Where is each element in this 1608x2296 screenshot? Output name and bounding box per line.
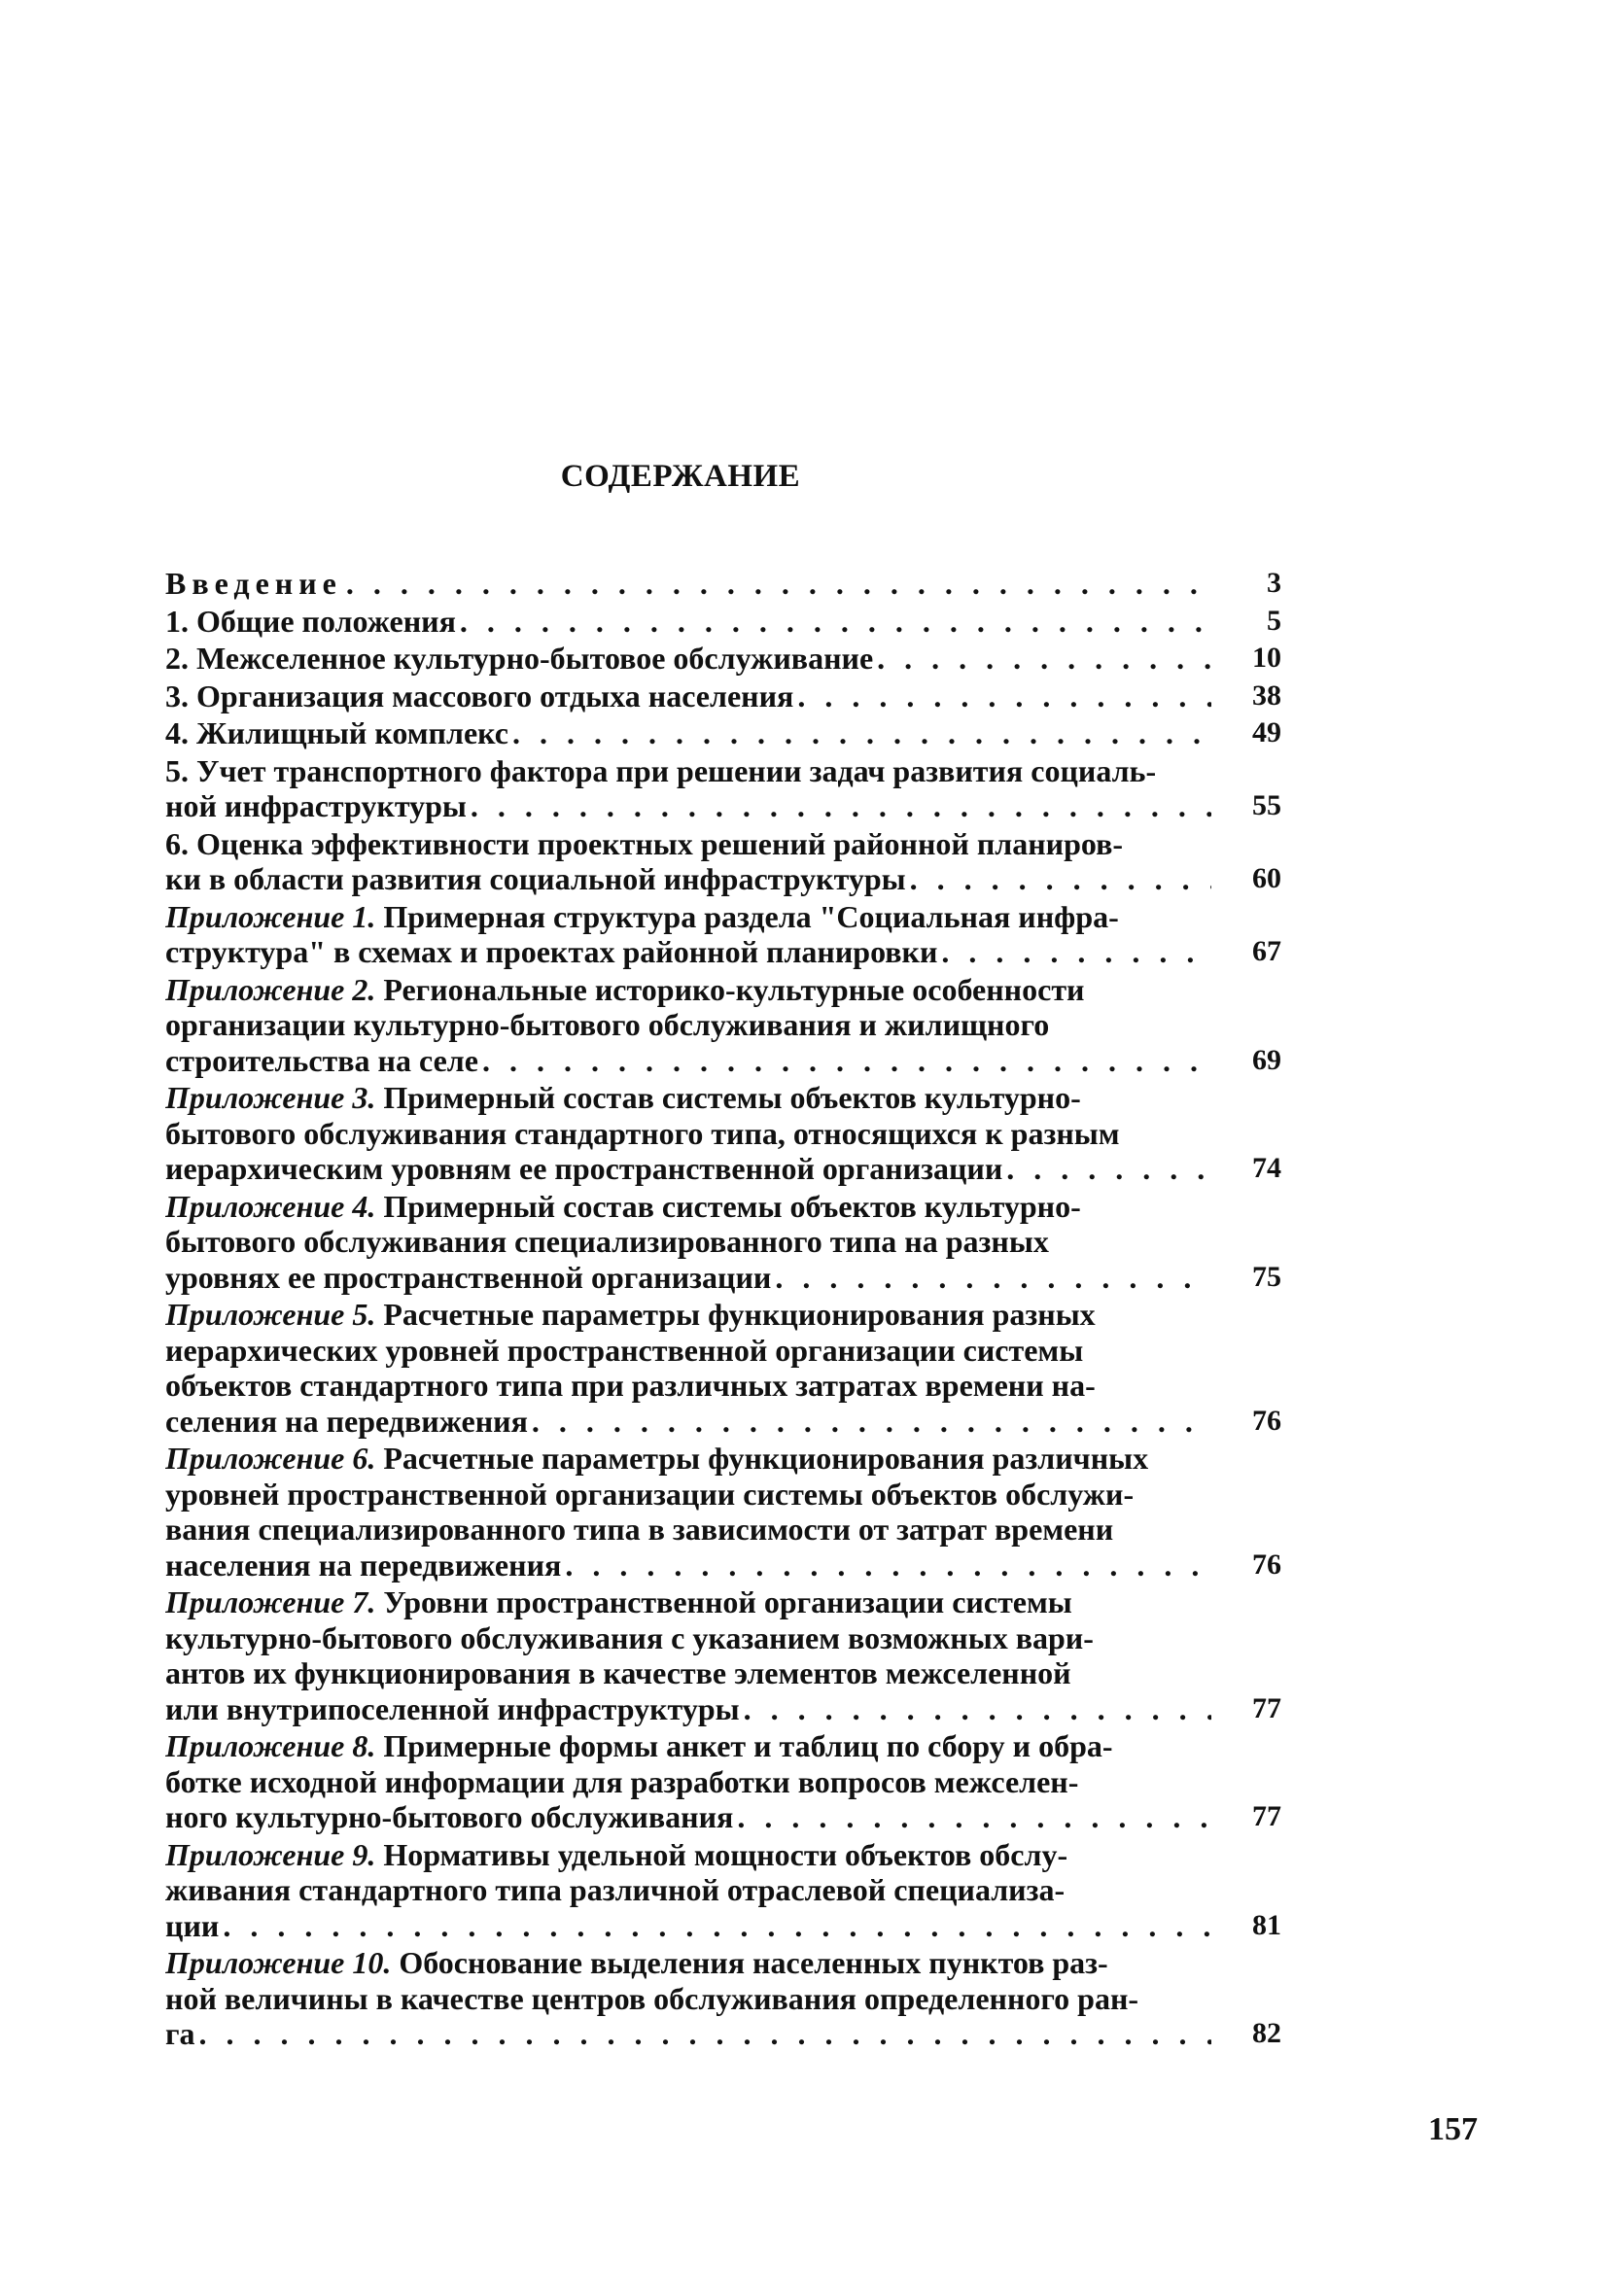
- appendix-label: Приложение 7.: [165, 1584, 376, 1619]
- toc-entry-title: строительства на селе: [165, 1042, 478, 1078]
- toc-entry-line: [165, 1224, 1211, 1260]
- toc-entry: [165, 566, 1281, 602]
- toc-entry-line: [165, 1189, 1211, 1225]
- toc-entry-text: [165, 1080, 1211, 1187]
- toc-entry-last-line: [165, 1548, 1211, 1583]
- toc-entry-text: [165, 1945, 1211, 2052]
- toc-entry-title: ции: [165, 1907, 220, 1943]
- toc-line-text: бытового обслуживания специализированного типа на разных: [165, 1224, 1049, 1259]
- toc-entry-last-line: [165, 1691, 1211, 1727]
- toc-entry-line: [165, 1620, 1211, 1656]
- dot-leader: [740, 1691, 1211, 1727]
- toc-page-number: 77: [1252, 1800, 1281, 1832]
- toc-entry: [165, 1297, 1281, 1439]
- appendix-label: Приложение 9.: [165, 1836, 376, 1872]
- toc-entry: [165, 1441, 1281, 1583]
- toc-entry-title: уровнях ее пространственной организации: [165, 1259, 772, 1295]
- toc-line-text: организации культурно-бытового обслуживания и жилищного: [165, 1007, 1050, 1042]
- toc-line-text: Примерная структура раздела "Социальная инфра-: [375, 898, 1119, 934]
- toc-entry-last-line: [165, 715, 1211, 751]
- toc-line-text: вания специализированного типа в зависимости от затрат времени: [165, 1512, 1114, 1547]
- toc-entry-text: [165, 753, 1211, 824]
- toc-entry-last-line: [165, 566, 1211, 602]
- toc-page-number: 10: [1252, 642, 1281, 674]
- toc-entry-line: [165, 899, 1211, 935]
- toc-line-text: Примерный состав системы объектов культурно-: [375, 1080, 1081, 1115]
- toc-entry-line: [165, 826, 1211, 862]
- toc-line-text: антов их функционирования в качестве элементов межселенной: [165, 1655, 1071, 1690]
- toc-entry-title: 4. Жилищный комплекс: [165, 715, 508, 750]
- toc-entry-title: Введение: [165, 566, 342, 601]
- toc-entry-line: [165, 1333, 1211, 1369]
- toc-entry-title: ки в области развития социальной инфраструктуры: [165, 861, 906, 896]
- toc-entry-title: или внутрипоселенной инфраструктуры: [165, 1690, 740, 1726]
- toc-line-text: Нормативы удельной мощности объектов обслу-: [375, 1836, 1068, 1872]
- toc-line-text: Примерные формы анкет и таблиц по сбору и обра-: [375, 1728, 1113, 1763]
- toc-entry-text: [165, 715, 1211, 751]
- dot-leader: [528, 1404, 1211, 1440]
- toc-line-text: Примерный состав системы объектов культурно-: [375, 1188, 1081, 1224]
- toc-page-number: 75: [1252, 1260, 1281, 1293]
- toc-entry-text: [165, 1189, 1211, 1296]
- toc-entry-last-line: [165, 641, 1211, 677]
- dot-leader: [906, 861, 1211, 897]
- toc-line-text: Расчетные параметры функционирования различных: [375, 1441, 1149, 1476]
- toc-entry-last-line: [165, 1908, 1211, 1944]
- toc-line-text: Обоснование выделения населенных пунктов раз-: [391, 1945, 1108, 1980]
- appendix-label: Приложение 10.: [165, 1945, 392, 1980]
- toc-entry-line: [165, 1981, 1211, 2017]
- toc-page-number: 82: [1252, 2017, 1281, 2049]
- toc-entry-last-line: [165, 1151, 1211, 1187]
- toc-page-number: 3: [1267, 567, 1281, 599]
- toc-entry-last-line: [165, 861, 1211, 897]
- dot-leader: [467, 788, 1211, 824]
- toc-line-text: 6. Оценка эффективности проектных решений районной планиров-: [165, 825, 1124, 861]
- toc-line-text: уровней пространственной организации системы объектов обслужи-: [165, 1476, 1135, 1512]
- toc-page-number: 5: [1267, 604, 1281, 637]
- page-number: 157: [1428, 2111, 1478, 2147]
- toc-page-number: 76: [1252, 1548, 1281, 1581]
- toc-line-text: бытового обслуживания стандартного типа, относящихся к разным: [165, 1115, 1120, 1151]
- toc-line-text: ботке исходной информации для разработки вопросов межселен-: [165, 1763, 1079, 1799]
- dot-leader: [1002, 1151, 1211, 1187]
- dot-leader: [219, 1908, 1211, 1944]
- toc-entry-text: [165, 1441, 1211, 1583]
- dot-leader: [456, 604, 1211, 640]
- toc-entry-line: [165, 1116, 1211, 1152]
- toc-entry-text: [165, 899, 1211, 970]
- toc-line-text: Региональные историко-культурные особенности: [375, 971, 1085, 1007]
- dot-leader: [733, 1799, 1211, 1835]
- toc-line-text: Расчетные параметры функционирования разных: [375, 1297, 1096, 1332]
- toc-entry: [165, 641, 1281, 677]
- toc-entry: [165, 899, 1281, 970]
- toc-entry-line: [165, 1368, 1211, 1404]
- toc-entry-title: структура" в схемах и проектах районной планировки: [165, 934, 938, 969]
- toc-entry-text: [165, 1297, 1211, 1439]
- toc-line-text: живания стандартного типа различной отраслевой специализа-: [165, 1872, 1066, 1907]
- toc-line-text: Уровни пространственной организации системы: [375, 1584, 1072, 1619]
- toc-entry-title: 3. Организация массового отдыха населения: [165, 678, 794, 713]
- toc-entry-title: иерархическим уровням ее пространственной организации: [165, 1151, 1003, 1186]
- toc-entry: [165, 1080, 1281, 1187]
- toc-line-text: иерархических уровней пространственной организации системы: [165, 1332, 1084, 1368]
- toc-entry-text: [165, 826, 1211, 897]
- toc-page-number: 67: [1252, 935, 1281, 967]
- dot-leader: [478, 1043, 1211, 1079]
- toc-entry-line: [165, 972, 1211, 1008]
- toc-entry: [165, 972, 1281, 1079]
- toc-entry: [165, 1945, 1281, 2052]
- toc-entry: [165, 1189, 1281, 1296]
- toc-entry: [165, 753, 1281, 824]
- toc-entry-text: [165, 1584, 1211, 1726]
- toc-entry: [165, 826, 1281, 897]
- toc-entry-title: населения на передвижения: [165, 1547, 562, 1583]
- dot-leader: [508, 715, 1211, 751]
- toc-entry-last-line: [165, 1260, 1211, 1296]
- toc-entry-title: ного культурно-бытового обслуживания: [165, 1799, 734, 1834]
- toc-page-number: 69: [1252, 1043, 1281, 1076]
- toc-page-number: 77: [1252, 1691, 1281, 1724]
- toc-entry-last-line: [165, 1043, 1211, 1079]
- toc-entry-last-line: [165, 678, 1211, 714]
- toc-entry-last-line: [165, 2016, 1211, 2052]
- appendix-label: Приложение 6.: [165, 1441, 376, 1476]
- toc-entry-line: [165, 1512, 1211, 1548]
- toc-entry-title: га: [165, 2016, 195, 2051]
- toc-entry-last-line: [165, 788, 1211, 824]
- toc-entry-last-line: [165, 1799, 1211, 1835]
- dot-leader: [873, 641, 1211, 677]
- dot-leader: [342, 566, 1211, 602]
- toc-line-text: ной величины в качестве центров обслуживания определенного ран-: [165, 1980, 1139, 2016]
- toc-entry-line: [165, 1007, 1211, 1043]
- toc-entry-text: [165, 641, 1211, 677]
- toc-entry-text: [165, 566, 1211, 602]
- toc-entry-text: [165, 1728, 1211, 1835]
- toc-entry-line: [165, 1441, 1211, 1477]
- toc-title: СОДЕРЖАНИЕ: [560, 459, 801, 494]
- toc-entry-line: [165, 1655, 1211, 1691]
- toc-entry-line: [165, 1764, 1211, 1800]
- dot-leader: [937, 934, 1211, 970]
- toc-page-number: 81: [1252, 1908, 1281, 1941]
- toc-entry-last-line: [165, 604, 1211, 640]
- appendix-label: Приложение 1.: [165, 898, 376, 934]
- toc-entry-line: [165, 1728, 1211, 1764]
- toc-page-number: 49: [1252, 716, 1281, 748]
- toc-page-number: 60: [1252, 862, 1281, 894]
- toc-entry: [165, 1584, 1281, 1726]
- toc-entry: [165, 1837, 1281, 1944]
- toc-entry: [165, 715, 1281, 751]
- toc-entry-line: [165, 1872, 1211, 1908]
- toc-page-number: 55: [1252, 789, 1281, 821]
- toc-entry-line: [165, 1080, 1211, 1116]
- toc-entry: [165, 678, 1281, 714]
- toc-entry-last-line: [165, 1404, 1211, 1440]
- toc-line-text: культурно-бытового обслуживания с указанием возможных вари-: [165, 1619, 1094, 1655]
- toc-entry: [165, 604, 1281, 640]
- toc-entry-title: ной инфраструктуры: [165, 788, 467, 823]
- toc-entry-line: [165, 1297, 1211, 1333]
- appendix-label: Приложение 8.: [165, 1728, 376, 1763]
- toc-page-number: 38: [1252, 678, 1281, 712]
- toc-entry-line: [165, 753, 1211, 789]
- toc-entry-text: [165, 972, 1211, 1079]
- toc-entry: [165, 1728, 1281, 1835]
- toc-entry-title: 1. Общие положения: [165, 603, 456, 639]
- dot-leader: [771, 1260, 1211, 1296]
- toc-entry-line: [165, 1584, 1211, 1620]
- appendix-label: Приложение 3.: [165, 1080, 376, 1115]
- toc-entry-line: [165, 1477, 1211, 1513]
- toc-entry-line: [165, 1837, 1211, 1873]
- appendix-label: Приложение 5.: [165, 1297, 376, 1332]
- toc-entry-line: [165, 1945, 1211, 1981]
- toc-page-number: 74: [1252, 1152, 1281, 1184]
- table-of-contents: [165, 566, 1281, 2054]
- appendix-label: Приложение 2.: [165, 971, 376, 1007]
- toc-entry-text: [165, 678, 1211, 714]
- toc-entry-text: [165, 1837, 1211, 1944]
- toc-page-number: 76: [1252, 1404, 1281, 1437]
- appendix-label: Приложение 4.: [165, 1188, 376, 1224]
- toc-entry-last-line: [165, 934, 1211, 970]
- toc-line-text: объектов стандартного типа при различных затратах времени на-: [165, 1368, 1096, 1403]
- dot-leader: [561, 1548, 1211, 1583]
- toc-entry-title: селения на передвижения: [165, 1403, 528, 1439]
- dot-leader: [195, 2016, 1211, 2052]
- toc-entry-text: [165, 604, 1211, 640]
- dot-leader: [793, 678, 1211, 714]
- toc-line-text: 5. Учет транспортного фактора при решении задач развития социаль-: [165, 752, 1157, 788]
- toc-entry-title: 2. Межселенное культурно-бытовое обслуживание: [165, 641, 874, 676]
